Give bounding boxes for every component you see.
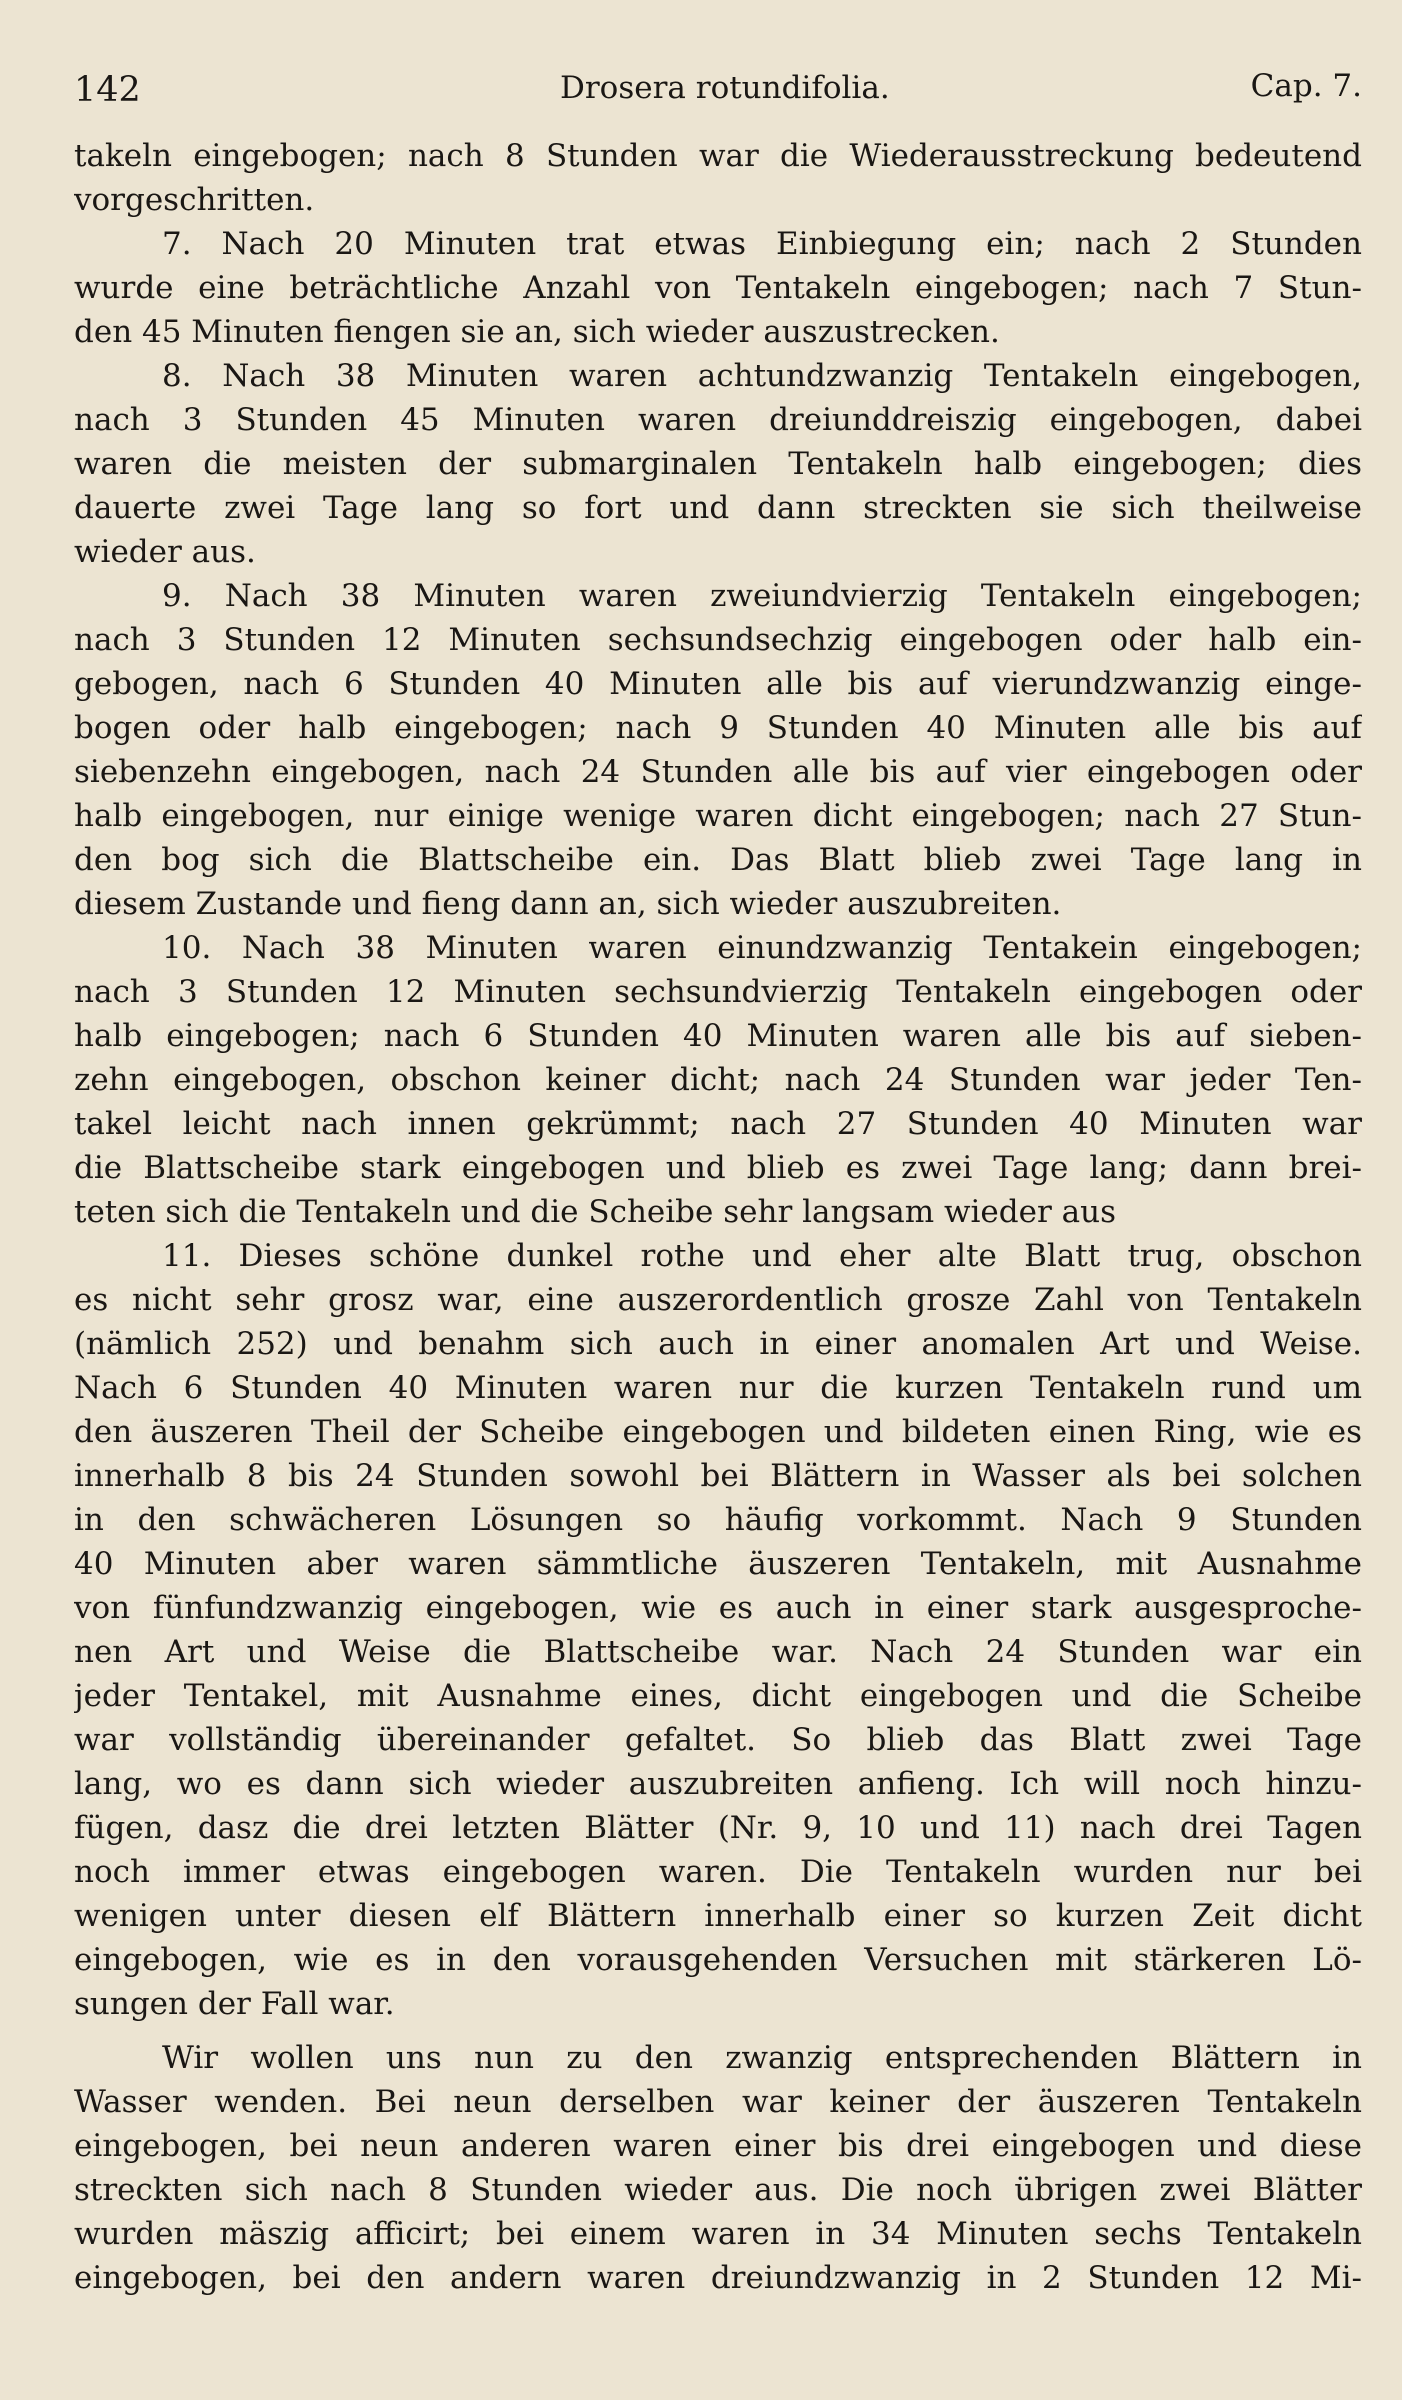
text-line: nach 3 Stunden 12 Minuten sechsundsechzig eingebogen oder halb ein-	[74, 622, 1362, 658]
text-line: teten sich die Tentakeln und die Scheibe sehr langsam wieder aus	[74, 1194, 1116, 1230]
text-line: eingebogen, bei den andern waren dreiundzwanzig in 2 Stunden 12 Mi-	[74, 2260, 1362, 2296]
text-line: fügen, dasz die drei letzten Blätter (Nr. 9, 10 und 11) nach drei Tagen	[74, 1810, 1362, 1846]
text-line: 11. Dieses schöne dunkel rothe und eher alte Blatt trug, obschon	[162, 1238, 1362, 1274]
text-line: 10. Nach 38 Minuten waren einundzwanzig Tentakein eingebogen;	[162, 930, 1362, 966]
text-line: nach 3 Stunden 12 Minuten sechsundvierzig Tentakeln eingebogen oder	[74, 974, 1362, 1010]
text-line: Wasser wenden. Bei neun derselben war keiner der äuszeren Tentakeln	[74, 2084, 1362, 2120]
text-line: den 45 Minuten fiengen sie an, sich wieder auszustrecken.	[74, 314, 1000, 350]
text-line: wurde eine beträchtliche Anzahl von Tentakeln eingebogen; nach 7 Stun-	[74, 270, 1362, 306]
text-line: waren die meisten der submarginalen Tentakeln halb eingebogen; dies	[74, 446, 1362, 482]
text-line: vorgeschritten.	[74, 182, 315, 218]
text-line: sungen der Fall war.	[74, 1986, 395, 2022]
text-line: nen Art und Weise die Blattscheibe war. Nach 24 Stunden war ein	[74, 1634, 1362, 1670]
text-line: 8. Nach 38 Minuten waren achtundzwanzig Tentakeln eingebogen,	[162, 358, 1362, 394]
text-line: dauerte zwei Tage lang so fort und dann streckten sie sich theilweise	[74, 490, 1362, 526]
text-line: takeln eingebogen; nach 8 Stunden war die Wiederausstreckung bedeutend	[74, 138, 1362, 174]
body-text	[74, 134, 1362, 2300]
text-line: von fünfundzwanzig eingebogen, wie es auch in einer stark ausgesproche-	[74, 1590, 1362, 1626]
text-line: diesem Zustande und fieng dann an, sich wieder auszubreiten.	[74, 886, 1062, 922]
text-line: noch immer etwas eingebogen waren. Die Tentakeln wurden nur bei	[74, 1854, 1362, 1890]
text-line: Wir wollen uns nun zu den zwanzig entsprechenden Blättern in	[162, 2040, 1362, 2076]
page-number: 142	[74, 70, 141, 110]
text-line: gebogen, nach 6 Stunden 40 Minuten alle bis auf vierundzwanzig einge-	[74, 666, 1362, 702]
text-line: es nicht sehr grosz war, eine auszerordentlich grosze Zahl von Tentakeln	[74, 1282, 1362, 1318]
text-line: die Blattscheibe stark eingebogen und blieb es zwei Tage lang; dann brei-	[74, 1150, 1362, 1186]
text-line: den bog sich die Blattscheibe ein. Das Blatt blieb zwei Tage lang in	[74, 842, 1362, 878]
text-line: wurden mäszig afficirt; bei einem waren in 34 Minuten sechs Tentakeln	[74, 2216, 1362, 2252]
text-line: nach 3 Stunden 45 Minuten waren dreiunddreiszig eingebogen, dabei	[74, 402, 1362, 438]
text-line: siebenzehn eingebogen, nach 24 Stunden alle bis auf vier eingebogen oder	[74, 754, 1362, 790]
running-title: Drosera rotundifolia.	[560, 70, 890, 106]
text-line: (nämlich 252) und benahm sich auch in einer anomalen Art und Weise.	[74, 1326, 1362, 1362]
text-line: streckten sich nach 8 Stunden wieder aus. Die noch übrigen zwei Blätter	[74, 2172, 1362, 2208]
text-line: lang, wo es dann sich wieder auszubreiten anfieng. Ich will noch hinzu-	[74, 1766, 1362, 1802]
text-line: 9. Nach 38 Minuten waren zweiundvierzig Tentakeln eingebogen;	[162, 578, 1362, 614]
text-line: den äuszeren Theil der Scheibe eingebogen und bildeten einen Ring, wie es	[74, 1414, 1362, 1450]
text-line: eingebogen, wie es in den vorausgehenden Versuchen mit stärkeren Lö-	[74, 1942, 1362, 1978]
text-line: war vollständig übereinander gefaltet. So blieb das Blatt zwei Tage	[74, 1722, 1362, 1758]
text-line: in den schwächeren Lösungen so häufig vorkommt. Nach 9 Stunden	[74, 1502, 1362, 1538]
text-line: halb eingebogen, nur einige wenige waren dicht eingebogen; nach 27 Stun-	[74, 798, 1362, 834]
text-line: wenigen unter diesen elf Blättern innerhalb einer so kurzen Zeit dicht	[74, 1898, 1362, 1934]
text-line: zehn eingebogen, obschon keiner dicht; nach 24 Stunden war jeder Ten-	[74, 1062, 1362, 1098]
text-line: eingebogen, bei neun anderen waren einer bis drei eingebogen und diese	[74, 2128, 1362, 2164]
text-line: bogen oder halb eingebogen; nach 9 Stunden 40 Minuten alle bis auf	[74, 710, 1362, 746]
text-line: jeder Tentakel, mit Ausnahme eines, dicht eingebogen und die Scheibe	[74, 1678, 1362, 1714]
page-header	[74, 60, 1362, 124]
chapter-label: Cap. 7.	[1250, 68, 1362, 104]
text-line: 40 Minuten aber waren sämmtliche äuszeren Tentakeln, mit Ausnahme	[74, 1546, 1362, 1582]
text-line: 7. Nach 20 Minuten trat etwas Einbiegung ein; nach 2 Stunden	[162, 226, 1362, 262]
text-line: wieder aus.	[74, 534, 256, 570]
text-line: Nach 6 Stunden 40 Minuten waren nur die kurzen Tentakeln rund um	[74, 1370, 1362, 1406]
text-line: innerhalb 8 bis 24 Stunden sowohl bei Blättern in Wasser als bei solchen	[74, 1458, 1362, 1494]
text-line: halb eingebogen; nach 6 Stunden 40 Minuten waren alle bis auf sieben-	[74, 1018, 1362, 1054]
text-line: takel leicht nach innen gekrümmt; nach 27 Stunden 40 Minuten war	[74, 1106, 1362, 1142]
paragraph-gap	[74, 2026, 1362, 2036]
